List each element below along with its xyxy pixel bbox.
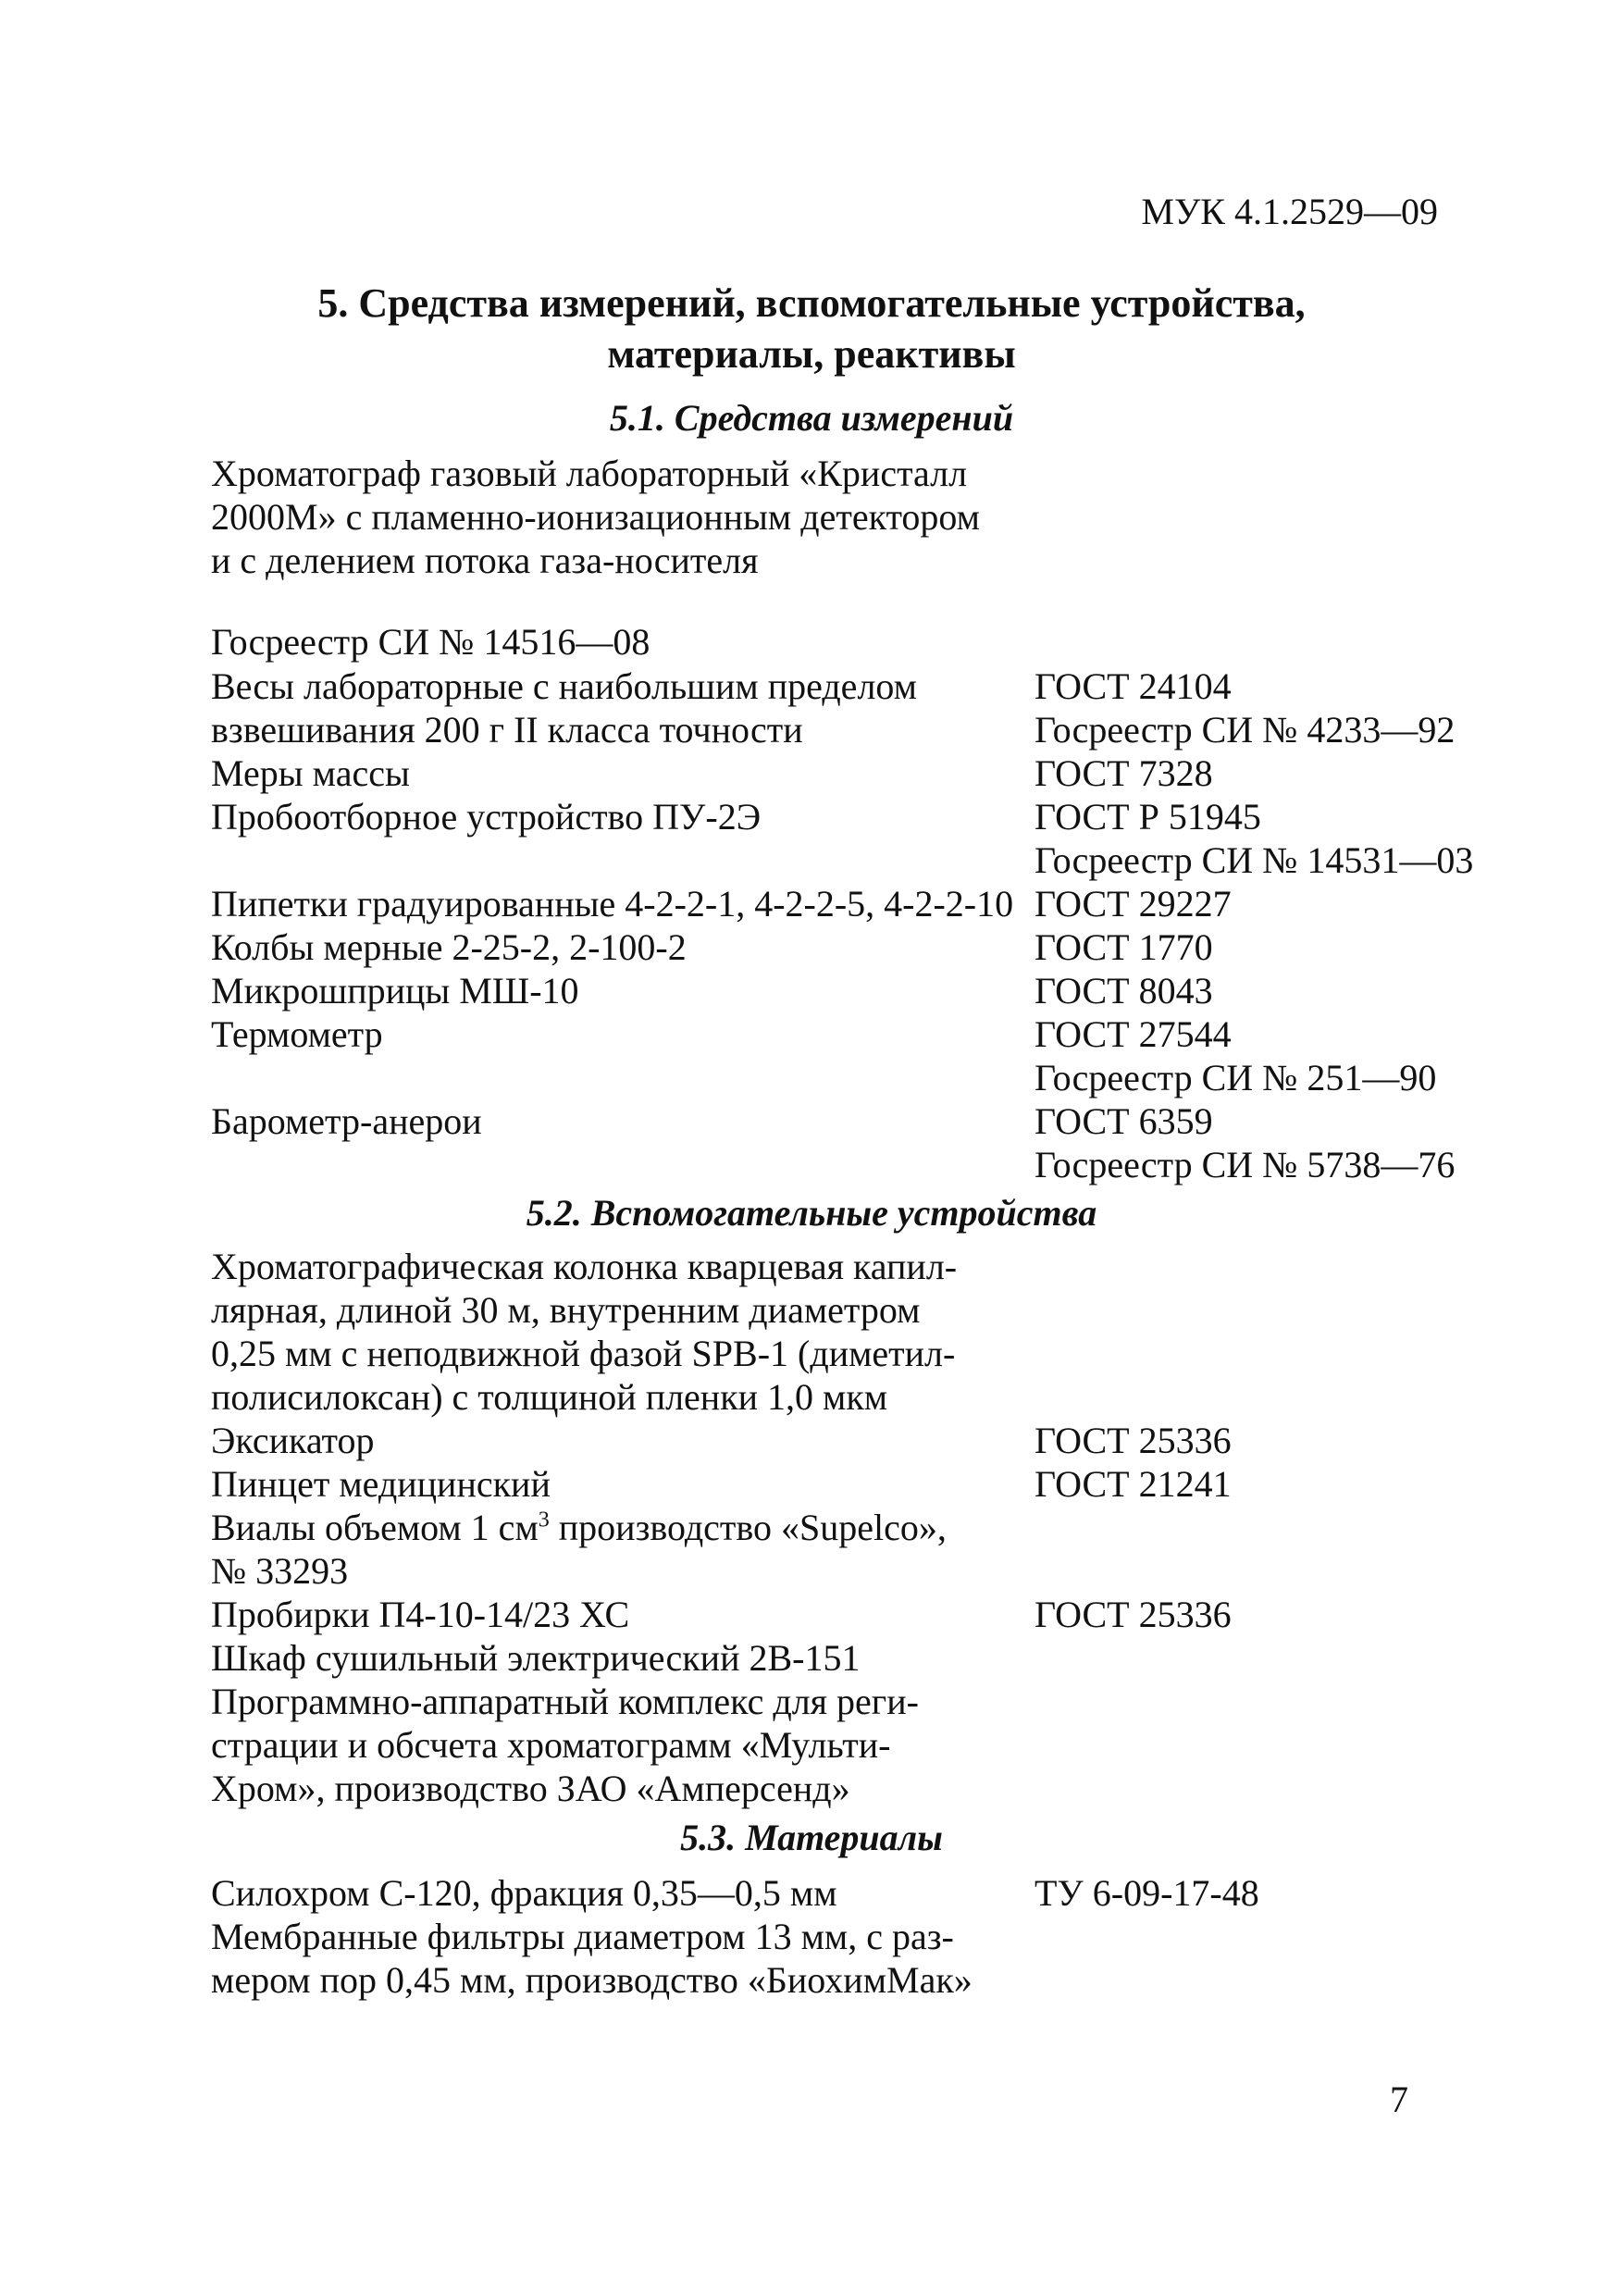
chromatograph-description xyxy=(211,452,980,582)
subsection-5-3-title: 5.3. Материалы xyxy=(680,1817,943,1858)
text-line: Хром», производство ЗАО «Амперсенд» xyxy=(211,1768,850,1809)
page-number: 7 xyxy=(1390,2079,1408,2120)
text-line: мером пор 0,45 мм, производство «БиохимМак» xyxy=(211,1959,973,2001)
subsection-5-2-title: 5.2. Вспомогательные устройства xyxy=(526,1192,1097,1234)
superscript: 3 xyxy=(538,1508,550,1533)
item-standard: ГОСТ 1770 xyxy=(1035,926,1213,968)
section-5-title xyxy=(0,278,1623,379)
item-name: Пипетки градуированные 4-2-2-1, 4-2-2-5, 4-2-2-10 xyxy=(211,883,1014,925)
item-name: Весы лабораторные с наибольшим пределом xyxy=(211,665,917,707)
item-standard: ГОСТ 29227 xyxy=(1035,883,1232,925)
text-line: Программно-аппаратный комплекс для реги- xyxy=(211,1681,919,1722)
item-name: Барометр-анерои xyxy=(211,1100,482,1142)
section-5-title-line-2: материалы, реактивы xyxy=(607,331,1016,377)
text-line: Мембранные фильтры диаметром 13 мм, с раз- xyxy=(211,1916,954,1957)
item-standard: ГОСТ Р 51945 xyxy=(1035,796,1261,838)
chromatograph-gosreestr: Госреестр СИ № 14516—08 xyxy=(211,621,650,663)
item-standard: ГОСТ 24104 xyxy=(1035,665,1232,707)
item-name: Пробоотборное устройство ПУ-2Э xyxy=(211,796,762,838)
cabinet-description: Шкаф сушильный электрический 2В-151 xyxy=(211,1637,861,1679)
text-line: и с делением потока газа-носителя xyxy=(211,540,759,581)
vials-description xyxy=(211,1506,947,1593)
item-standard: Госреестр СИ № 14531—03 xyxy=(1035,839,1474,881)
item-name: Эксикатор xyxy=(211,1420,375,1461)
text-line: Хроматограф газовый лабораторный «Кристалл xyxy=(211,453,968,494)
item-name: взвешивания 200 г II класса точности xyxy=(211,709,803,751)
column-description xyxy=(211,1245,957,1419)
text-line: полисилоксан) с толщиной пленки 1,0 мкм xyxy=(211,1376,888,1418)
item-standard: ГОСТ 6359 xyxy=(1035,1100,1213,1142)
item-standard: ТУ 6-09-17-48 xyxy=(1035,1872,1259,1914)
item-standard: ГОСТ 7328 xyxy=(1035,752,1213,794)
item-name: Меры массы xyxy=(211,752,410,794)
subsection-5-1-title: 5.1. Средства измерений xyxy=(609,397,1014,439)
text-line: Виалы объемом 1 $см^3$ производство «Supelco», xyxy=(211,1507,947,1548)
item-name: Колбы мерные 2-25-2, 2-100-2 xyxy=(211,926,687,968)
item-standard: Госреестр СИ № 5738—76 xyxy=(1035,1144,1456,1185)
text-line: № 33293 xyxy=(211,1550,349,1592)
item-name: Силохром С-120, фракция 0,35—0,5 мм xyxy=(211,1872,837,1914)
document-code: МУК 4.1.2529—09 xyxy=(1141,191,1438,232)
item-standard: ГОСТ 25336 xyxy=(1035,1594,1232,1635)
item-standard: Госреестр СИ № 4233—92 xyxy=(1035,709,1456,751)
item-standard: Госреестр СИ № 251—90 xyxy=(1035,1057,1437,1098)
text-line: 2000М» с пламенно-ионизационным детектором xyxy=(211,496,980,538)
text-line: страции и обсчета хроматограмм «Мульти- xyxy=(211,1724,891,1766)
item-standard: ГОСТ 25336 xyxy=(1035,1420,1232,1461)
text-line: Хроматографическая колонка кварцевая капил- xyxy=(211,1246,958,1287)
text-line: лярная, длиной 30 м, внутренним диаметром xyxy=(211,1289,921,1331)
item-standard: ГОСТ 27544 xyxy=(1035,1013,1232,1055)
item-name: Микрошприцы МШ-10 xyxy=(211,970,579,1011)
item-standard: ГОСТ 21241 xyxy=(1035,1463,1232,1505)
item-standard: ГОСТ 8043 xyxy=(1035,970,1213,1011)
item-name: Термометр xyxy=(211,1013,383,1055)
text-line: 0,25 мм с неподвижной фазой SPB-1 (диметил- xyxy=(211,1333,956,1374)
item-name: Пробирки П4-10-14/23 ХС xyxy=(211,1594,630,1635)
item-name: Пинцет медицинский xyxy=(211,1463,551,1505)
software-description xyxy=(211,1680,919,1810)
membrane-description xyxy=(211,1915,973,2002)
section-5-title-line-1: 5. Средства измерений, вспомогательные устройства, xyxy=(317,280,1306,326)
